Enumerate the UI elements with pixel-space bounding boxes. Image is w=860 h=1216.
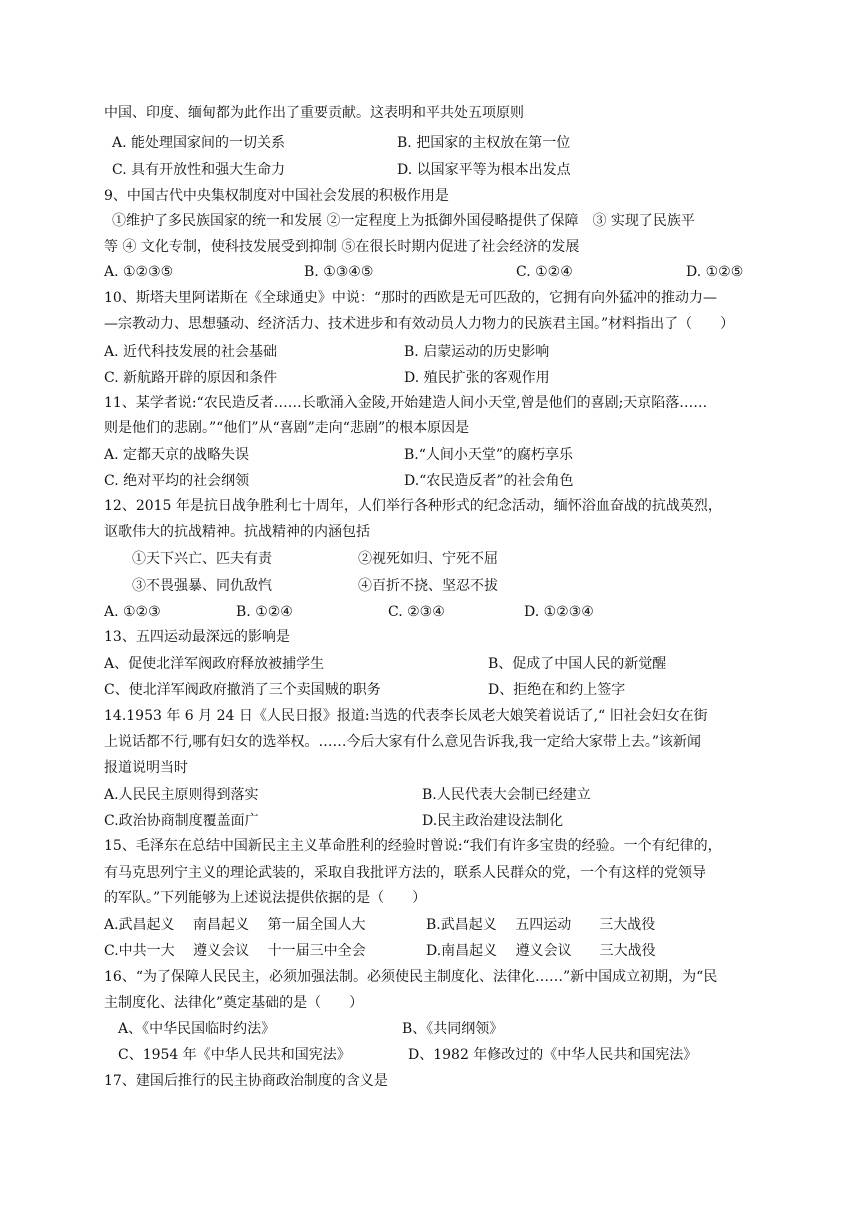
option-a: A. 近代科技发展的社会基础 (104, 344, 278, 360)
option-d: D.“农民造反者”的社会角色 (404, 473, 574, 489)
option-a: A、促使北洋军阀政府释放被捕学生 (104, 656, 325, 672)
option-d: D. ①②⑤ (686, 264, 744, 280)
option-c: C.中共一大 遵义会议 十一届三中全会 (104, 943, 366, 959)
question-15: 的军队。”下列能够为上述说法提供依据的是（ ） (104, 890, 427, 906)
question-11: 则是他们的悲剧。”“他们”从“喜剧”走向“悲剧”的根本原因是 (104, 420, 470, 436)
option-b: B. 启蒙运动的历史影响 (404, 344, 550, 360)
option-d: D. ①②③④ (524, 604, 594, 620)
option-a: A.武昌起义 南昌起义 第一届全国人大 (104, 917, 366, 933)
option-b: B. ①②④ (236, 604, 293, 620)
option-d: D、1982 年修改过的《中华人民共和国宪法》 (408, 1047, 698, 1063)
question-10: 10、斯塔夫里阿诺斯在《全球通史》中说：“那时的西欧是无可匹敌的，它拥有向外猛冲的推动力— (104, 290, 717, 306)
item-1: ①天下兴亡、匹夫有责 (132, 551, 272, 567)
option-c: C、1954 年《中华人民共和国宪法》 (118, 1047, 351, 1063)
text-line: 中国、印度、缅甸都为此作出了重要贡献。这表明和平共处五项原则 (104, 105, 524, 121)
option-b: B. 把国家的主权放在第一位 (397, 135, 571, 151)
question-12: 讴歌伟大的抗战精神。抗战精神的内涵包括 (104, 524, 370, 540)
item-4: ④百折不挠、坚忍不拔 (358, 578, 498, 594)
option-b: B.“人间小天堂”的腐朽享乐 (404, 447, 574, 463)
question-15: 15、毛泽东在总结中国新民主主义革命胜利的经验时曾说:“我们有许多宝贵的经验。一个有纪律的， (104, 838, 722, 854)
question-15: 有马克思列宁主义的理论武装的，采取自我批评方法的，联系人民群众的党，一个有这样的党领导 (104, 865, 706, 881)
question-9-items: ①维护了多民族国家的统一和发展 ②一定程度上为抵御外国侵略提供了保障 ③ 实现了民族平 (112, 213, 695, 229)
item-3: ③不畏强暴、同仇敌忾 (132, 578, 272, 594)
option-c: C. 绝对平均的社会纲领 (104, 473, 250, 489)
question-16: 16、“为了保障人民民主，必须加强法制。必须使民主制度化、法律化……”新中国成立初期，为“民 (104, 969, 718, 985)
option-c: C、使北洋军阀政府撤消了三个卖国贼的职务 (104, 682, 381, 698)
option-a: A. ①②③ (104, 604, 161, 620)
question-9-items: 等 ④ 文化专制，使科技发展受到抑制 ⑤在很长时期内促进了社会经济的发展 (104, 239, 580, 255)
question-16: 主制度化、法律化”奠定基础的是（ ） (104, 995, 364, 1011)
question-14: 上说话都不行,哪有妇女的选举权。……今后大家有什么意见告诉我,我一定给大家带上去。”该新闻 (104, 734, 702, 750)
option-c: C. ①②④ (516, 264, 573, 280)
option-c: C.政治协商制度覆盖面广 (104, 813, 259, 829)
question-14: 报道说明当时 (104, 760, 188, 776)
question-10: —宗教动力、思想骚动、经济活力、技术进步和有效动员人力物力的民族君主国。”材料指出了（ ） (104, 316, 735, 332)
question-11: 11、某学者说:“农民造反者……长歌涌入金陵,开始建造人间小天堂,曾是他们的喜剧;天京陷落…… (104, 395, 708, 411)
option-d: D.民主政治建设法制化 (422, 813, 564, 829)
question-9: 9、中国古代中央集权制度对中国社会发展的积极作用是 (104, 188, 449, 204)
option-d: D. 殖民扩张的客观作用 (404, 370, 550, 386)
option-a: A、《中华民国临时约法》 (118, 1021, 276, 1037)
question-17: 17、建国后推行的民主协商政治制度的含义是 (104, 1073, 388, 1089)
option-a: A.人民民主原则得到落实 (104, 787, 259, 803)
option-d: D、拒绝在和约上签字 (488, 682, 626, 698)
option-b: B. ①③④⑤ (304, 264, 374, 280)
option-a: A. 能处理国家间的一切关系 (112, 135, 286, 151)
option-d: D. 以国家平等为根本出发点 (397, 162, 571, 178)
option-b: B、促成了中国人民的新觉醒 (488, 656, 667, 672)
option-b: B.武昌起义 五四运动 三大战役 (426, 917, 656, 933)
option-c: C. 新航路开辟的原因和条件 (104, 370, 278, 386)
option-c: C. ②③④ (388, 604, 445, 620)
option-c: C. 具有开放性和强大生命力 (112, 162, 286, 178)
question-12: 12、2015 年是抗日战争胜利七十周年，人们举行各种形式的纪念活动，缅怀浴血奋战的抗战英烈， (104, 498, 722, 514)
option-b: B.人民代表大会制已经建立 (422, 787, 591, 803)
question-13: 13、五四运动最深远的影响是 (104, 629, 290, 645)
option-b: B、《共同纲领》 (402, 1021, 504, 1037)
option-a: A. ①②③⑤ (104, 264, 174, 280)
item-2: ②视死如归、宁死不屈 (358, 551, 498, 567)
option-d: D.南昌起义 遵义会议 三大战役 (426, 943, 656, 959)
option-a: A. 定都天京的战略失误 (104, 447, 250, 463)
question-14: 14.1953 年 6 月 24 日《人民日报》报道:当选的代表李长凤老大娘笑着说话了,“ 旧社会妇女在街 (104, 708, 708, 724)
